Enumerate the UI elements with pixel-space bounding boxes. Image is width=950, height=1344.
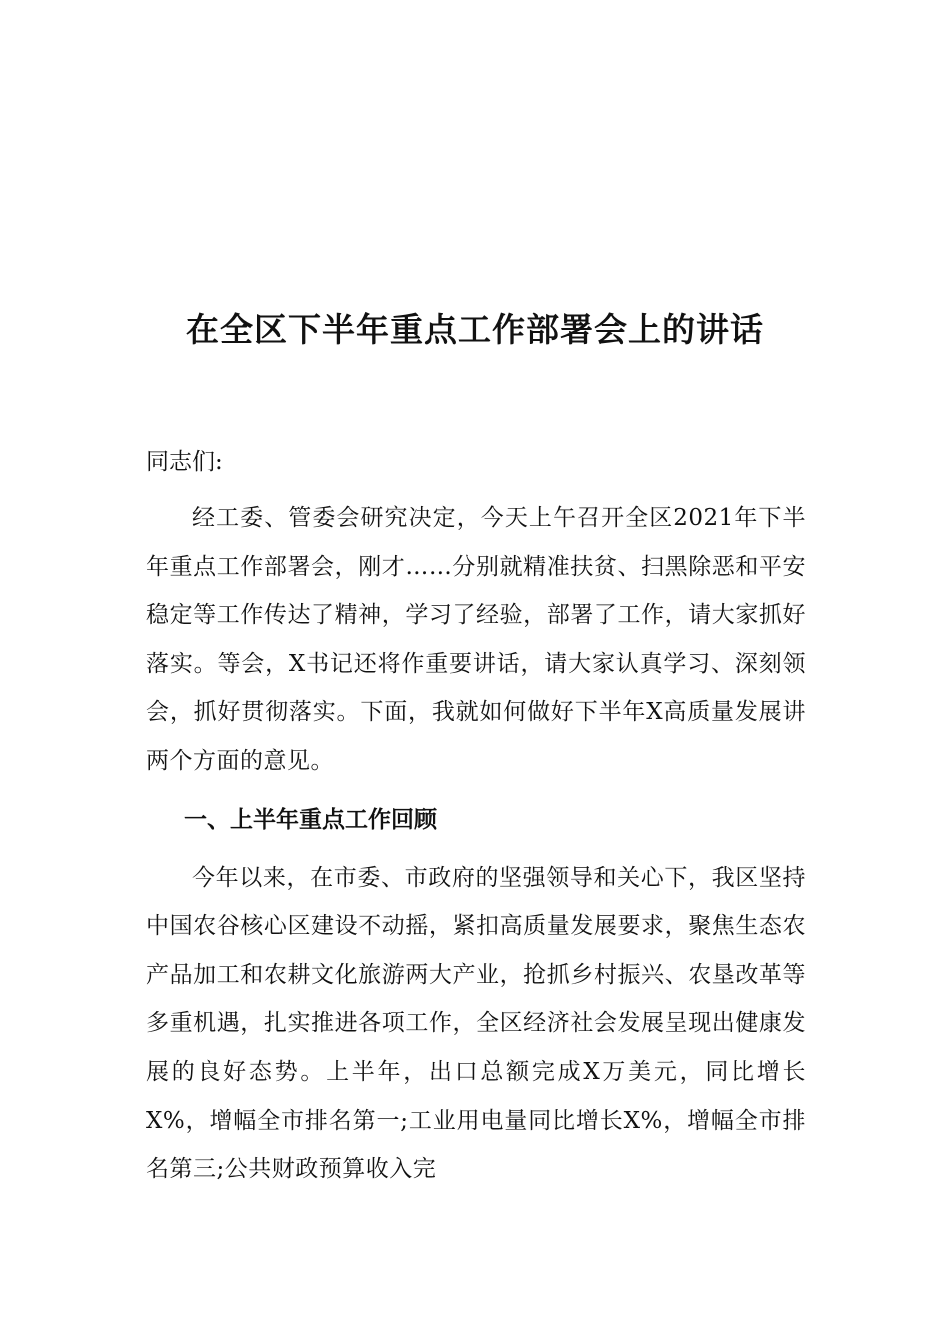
document-title: 在全区下半年重点工作部署会上的讲话 (186, 310, 764, 349)
document-body (146, 436, 806, 1194)
intro-paragraph: 经工委、管委会研究决定，今天上午召开全区2021年下半年重点工作部署会，刚才……分别就精准扶贫、扫黑除恶和平安稳定等工作传达了精神，学习了经验，部署了工作，请大家抓好落实。等会，X书记还将作重要讲话，请大家认真学习、深刻领会，抓好贯彻落实。下面，我就如何做好下半年X高质量发展讲两个方面的意见。 (146, 505, 806, 774)
section-paragraph: 今年以来，在市委、市政府的坚强领导和关心下，我区坚持中国农谷核心区建设不动摇，紧扣高质量发展要求，聚焦生态农产品加工和农耕文化旅游两大产业，抢抓乡村振兴、农垦改革等多重机遇，扎实推进各项工作，全区经济社会发展呈现出健康发展的良好态势。上半年，出口总额完成X万美元，同比增长X%，增幅全市排名第一;工业用电量同比增长X%，增幅全市排名第三;公共财政预算收入完 (146, 864, 806, 1183)
greeting: 同志们: (146, 449, 223, 475)
section-heading: 一、上半年重点工作回顾 (184, 806, 437, 833)
